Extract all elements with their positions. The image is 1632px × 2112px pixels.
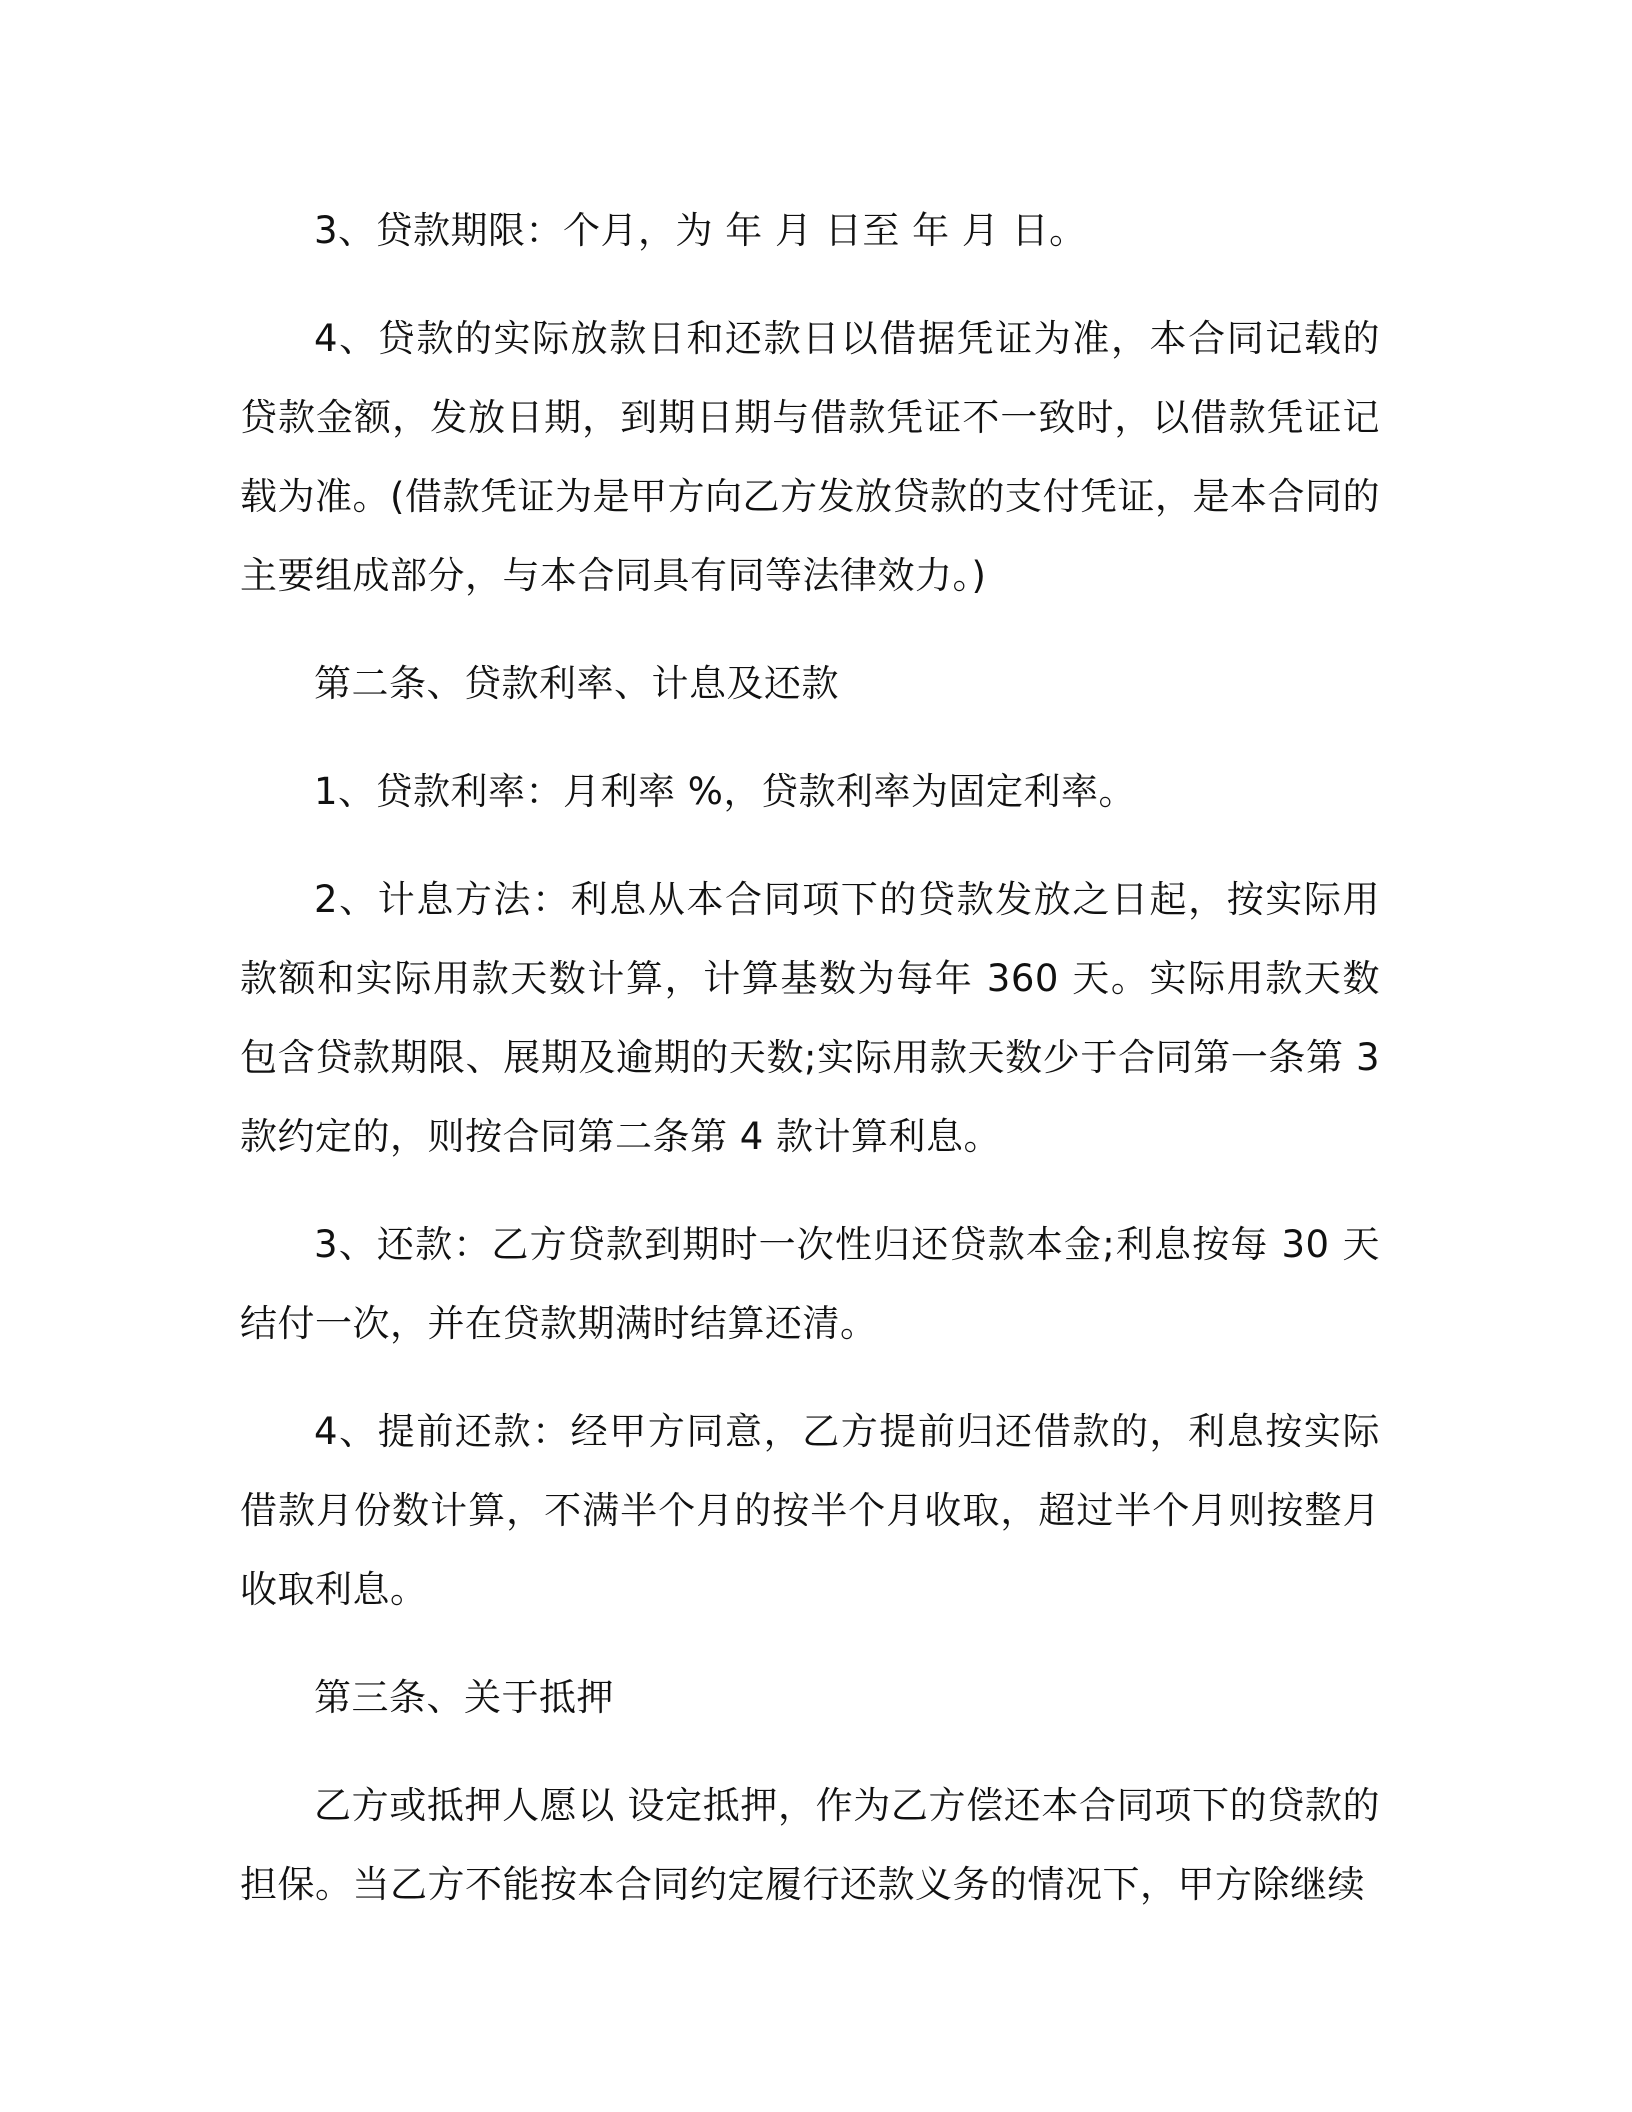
document-body [240,191,1380,1924]
article-2-heading: 第二条、贷款利率、计息及还款 [314,662,839,705]
clause-2-4-early-repayment: 4、提前还款：经甲方同意，乙方提前归还借款的，利息按实际借款月份数计算，不满半个月的按半个月收取，超过半个月则按整月收取利息。 [240,1410,1380,1611]
clause-3-mortgage: 乙方或抵押人愿以 设定抵押，作为乙方偿还本合同项下的贷款的担保。当乙方不能按本合同约定履行还款义务的情况下，甲方除继续 [240,1784,1380,1906]
clause-2-2-interest-calculation: 2、计息方法：利息从本合同项下的贷款发放之日起，按实际用款额和实际用款天数计算，计算基数为每年 360 天。实际用款天数包含贷款期限、展期及逾期的天数;实际用款天数少于合同第一条第 3 款约定的，则按合同第二条第 4 款计算利息。 [240,878,1380,1158]
clause-2-1-interest-rate: 1、贷款利率：月利率 %，贷款利率为固定利率。 [314,770,1136,813]
clause-1-3-loan-term: 3、贷款期限：个月，为 年 月 日至 年 月 日。 [314,209,1087,252]
article-3-heading: 第三条、关于抵押 [314,1676,614,1719]
clause-1-4-disbursement-date: 4、贷款的实际放款日和还款日以借据凭证为准，本合同记载的贷款金额，发放日期，到期日期与借款凭证不一致时，以借款凭证记载为准。(借款凭证为是甲方向乙方发放贷款的支付凭证，是本合同的主要组成部分，与本合同具有同等法律效力。) [240,317,1380,597]
clause-2-3-repayment: 3、还款：乙方贷款到期时一次性归还贷款本金;利息按每 30 天结付一次，并在贷款期满时结算还清。 [240,1223,1380,1345]
